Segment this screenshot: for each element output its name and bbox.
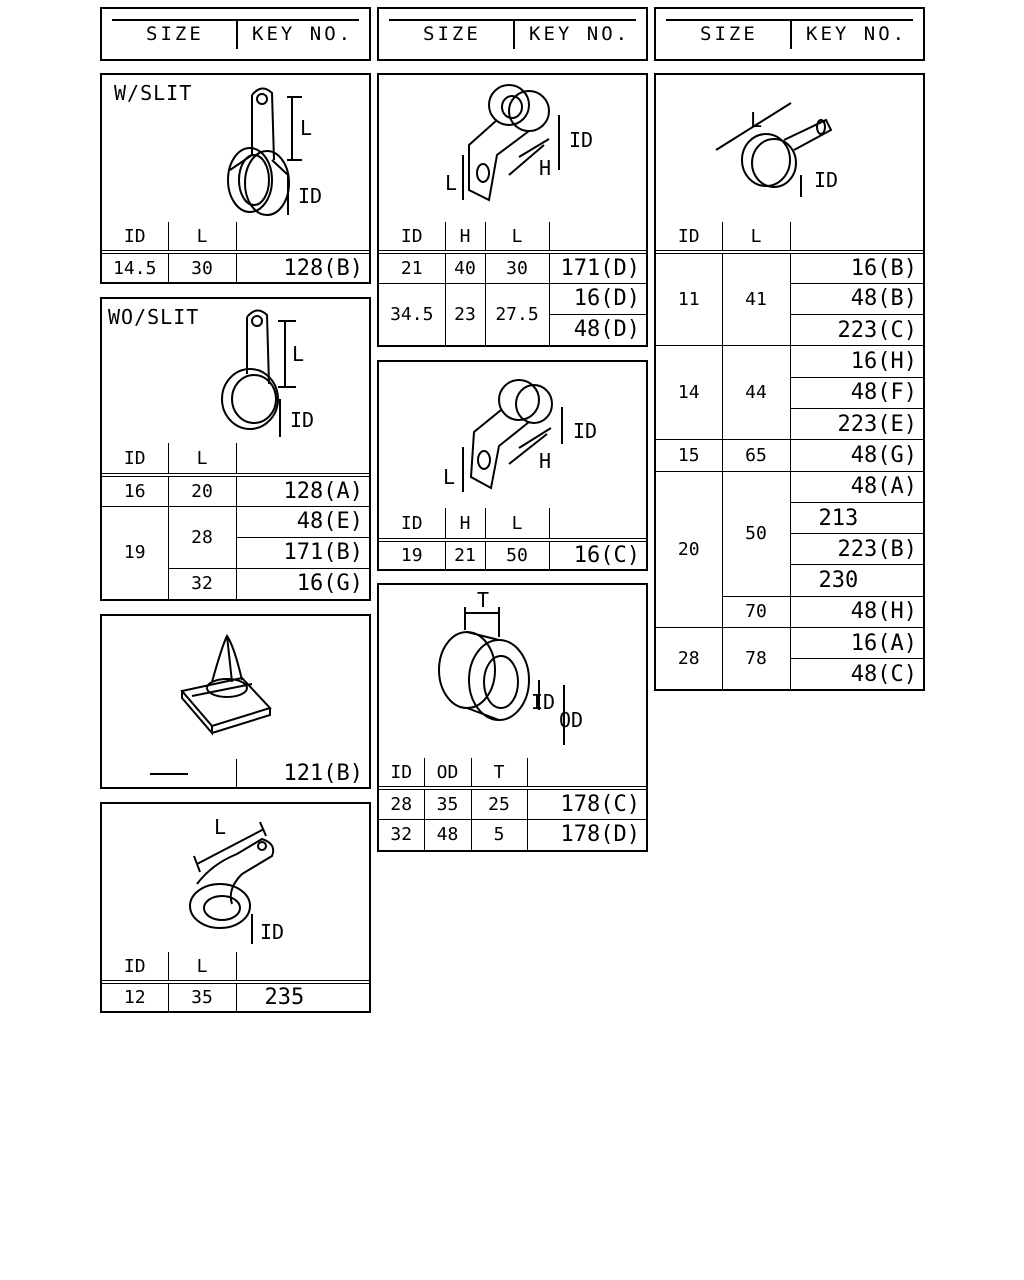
table-row[interactable]: [656, 471, 923, 502]
size-label: SIZE: [423, 23, 481, 45]
table-row[interactable]: [379, 252, 646, 283]
dim-l-label: L: [292, 342, 305, 366]
cell-id: 19: [102, 506, 168, 599]
panel-title: WO/SLIT: [108, 305, 200, 329]
key-link[interactable]: 16(C): [549, 540, 646, 569]
header-box-3: [654, 7, 925, 61]
cell-t: 5: [471, 819, 527, 850]
hook-clamp-illustration: [102, 804, 369, 952]
table-row[interactable]: [379, 788, 646, 819]
panel-hook-clamp: [100, 802, 371, 1013]
cell-id: 28: [379, 788, 424, 819]
key-link[interactable]: 223(B): [790, 534, 923, 565]
col-id: ID: [102, 443, 168, 475]
key-no-label: KEY NO.: [252, 23, 354, 45]
panel-push-clip: [100, 614, 371, 789]
dim-id-label: ID: [569, 128, 594, 152]
dim-id-label: ID: [573, 419, 598, 443]
key-link[interactable]: 128(B): [236, 252, 369, 282]
key-link[interactable]: 223(C): [790, 315, 923, 346]
key-link[interactable]: 16(A): [790, 628, 923, 659]
cell-t: 25: [471, 788, 527, 819]
header-box-2: [377, 7, 648, 61]
key-link[interactable]: 128(A): [236, 475, 369, 506]
key-link[interactable]: 48(F): [790, 377, 923, 408]
bracket-slit-illustration: [379, 75, 646, 222]
col-h: H: [445, 222, 485, 252]
key-link[interactable]: 235: [236, 982, 369, 1011]
panel-grommet: [377, 583, 648, 852]
panel-title: W/SLIT: [114, 81, 193, 105]
col-id: ID: [102, 952, 168, 982]
push-clip-table: [102, 759, 369, 787]
cell-h: 23: [445, 283, 485, 345]
grommet-table: [379, 758, 646, 850]
key-link[interactable]: 16(B): [790, 252, 923, 283]
cell-id: 14.5: [102, 252, 168, 282]
panel-wslit-clamp: [100, 73, 371, 284]
col-l: L: [168, 222, 236, 252]
cell-l: 44: [722, 346, 790, 440]
dim-l-label: L: [750, 108, 763, 132]
cell-id: 16: [102, 475, 168, 506]
dash-mark: [150, 773, 188, 775]
key-link[interactable]: 223(E): [790, 408, 923, 439]
cell-l: 41: [722, 252, 790, 346]
cell-id: 32: [379, 819, 424, 850]
dim-l-label: L: [214, 815, 227, 839]
table-row[interactable]: [656, 346, 923, 377]
panel-band-clamp: [654, 73, 925, 691]
table-row[interactable]: [379, 283, 646, 314]
cell-l: 78: [722, 628, 790, 691]
push-clip-illustration: [102, 616, 369, 759]
cell-l: 50: [722, 471, 790, 596]
key-link[interactable]: 48(B): [790, 283, 923, 314]
col-id: ID: [656, 222, 722, 252]
grommet-illustration: [379, 585, 646, 758]
col-l: L: [485, 222, 549, 252]
table-row[interactable]: [656, 252, 923, 283]
key-link[interactable]: 48(A): [790, 471, 923, 502]
table-row[interactable]: [102, 982, 369, 1011]
dim-l-label: L: [443, 465, 456, 489]
cell-l: 32: [168, 568, 236, 599]
cell-id: 28: [656, 628, 722, 691]
dim-id-label: ID: [298, 184, 323, 208]
col-id: ID: [102, 222, 168, 252]
cell-l: 35: [168, 982, 236, 1011]
table-row[interactable]: [379, 819, 646, 850]
key-link[interactable]: 121(B): [236, 759, 369, 787]
cell-id: 14: [656, 346, 722, 440]
table-row[interactable]: [379, 540, 646, 569]
cell-l: 28: [168, 506, 236, 568]
table-row[interactable]: [656, 628, 923, 659]
cell-l: 65: [722, 440, 790, 471]
panel-bracket: [377, 360, 648, 571]
col-id: ID: [379, 508, 445, 540]
table-row[interactable]: [656, 440, 923, 471]
cell-l: 50: [485, 540, 549, 569]
cell-od: 35: [424, 788, 471, 819]
cell-id: 34.5: [379, 283, 445, 345]
dim-id-label: ID: [531, 690, 556, 714]
key-link[interactable]: 213: [790, 502, 923, 533]
key-link[interactable]: 230: [790, 565, 923, 596]
dim-id-label: ID: [260, 920, 285, 944]
dim-id-label: ID: [290, 408, 315, 432]
cell-l: 27.5: [485, 283, 549, 345]
key-link[interactable]: 48(G): [790, 440, 923, 471]
table-row[interactable]: [102, 506, 369, 537]
cell-id: 21: [379, 252, 445, 283]
hook-table: [102, 952, 369, 1011]
col-l: L: [168, 443, 236, 475]
cell-od: 48: [424, 819, 471, 850]
dim-od-label: OD: [559, 708, 584, 732]
table-row[interactable]: [102, 759, 369, 787]
col-id: ID: [379, 758, 424, 788]
key-link[interactable]: 16(H): [790, 346, 923, 377]
size-label: SIZE: [146, 23, 204, 45]
panel-bracket-slit: [377, 73, 648, 347]
cell-l: 30: [485, 252, 549, 283]
key-no-label: KEY NO.: [806, 23, 908, 45]
dim-h-label: H: [539, 449, 552, 473]
size-label: SIZE: [700, 23, 758, 45]
cell-id: 19: [379, 540, 445, 569]
bracket-table: [379, 508, 646, 569]
cell-l: 30: [168, 252, 236, 282]
panel-woslit-clamp: [100, 297, 371, 601]
woslit-table: [102, 443, 369, 600]
bracket-illustration: [379, 362, 646, 508]
cell-id: 11: [656, 252, 722, 346]
key-link[interactable]: 178(C): [527, 788, 646, 819]
dim-l-label: L: [300, 116, 313, 140]
key-link[interactable]: 48(H): [790, 596, 923, 627]
key-no-label: KEY NO.: [529, 23, 631, 45]
col-od: OD: [424, 758, 471, 788]
cell-h: 21: [445, 540, 485, 569]
dim-t-label: T: [477, 588, 490, 612]
cell-id: 15: [656, 440, 722, 471]
col-l: L: [485, 508, 549, 540]
dim-h-label: H: [539, 156, 552, 180]
col-id: ID: [379, 222, 445, 252]
col-t: T: [471, 758, 527, 788]
key-link[interactable]: 48(D): [549, 314, 646, 345]
key-link[interactable]: 16(G): [236, 568, 369, 599]
dim-id-label: ID: [814, 168, 839, 192]
band-clamp-illustration: [656, 75, 923, 222]
table-row[interactable]: [102, 475, 369, 506]
dash-cell: [102, 759, 236, 787]
band-table: [656, 222, 923, 691]
key-link[interactable]: 48(C): [790, 659, 923, 690]
cell-h: 40: [445, 252, 485, 283]
cell-id: 20: [656, 471, 722, 627]
key-link[interactable]: 16(D): [549, 283, 646, 314]
header-box-1: [100, 7, 371, 61]
table-row[interactable]: [102, 252, 369, 282]
wslit-table: [102, 222, 369, 282]
key-link[interactable]: 178(D): [527, 819, 646, 850]
key-link[interactable]: 171(D): [549, 252, 646, 283]
key-link[interactable]: 48(E): [236, 506, 369, 537]
col-l: L: [168, 952, 236, 982]
cell-l: 20: [168, 475, 236, 506]
col-h: H: [445, 508, 485, 540]
key-link[interactable]: 171(B): [236, 537, 369, 568]
cell-id: 12: [102, 982, 168, 1011]
dim-l-label: L: [445, 171, 458, 195]
bracket-slit-table: [379, 222, 646, 346]
col-l: L: [722, 222, 790, 252]
cell-l: 70: [722, 596, 790, 627]
